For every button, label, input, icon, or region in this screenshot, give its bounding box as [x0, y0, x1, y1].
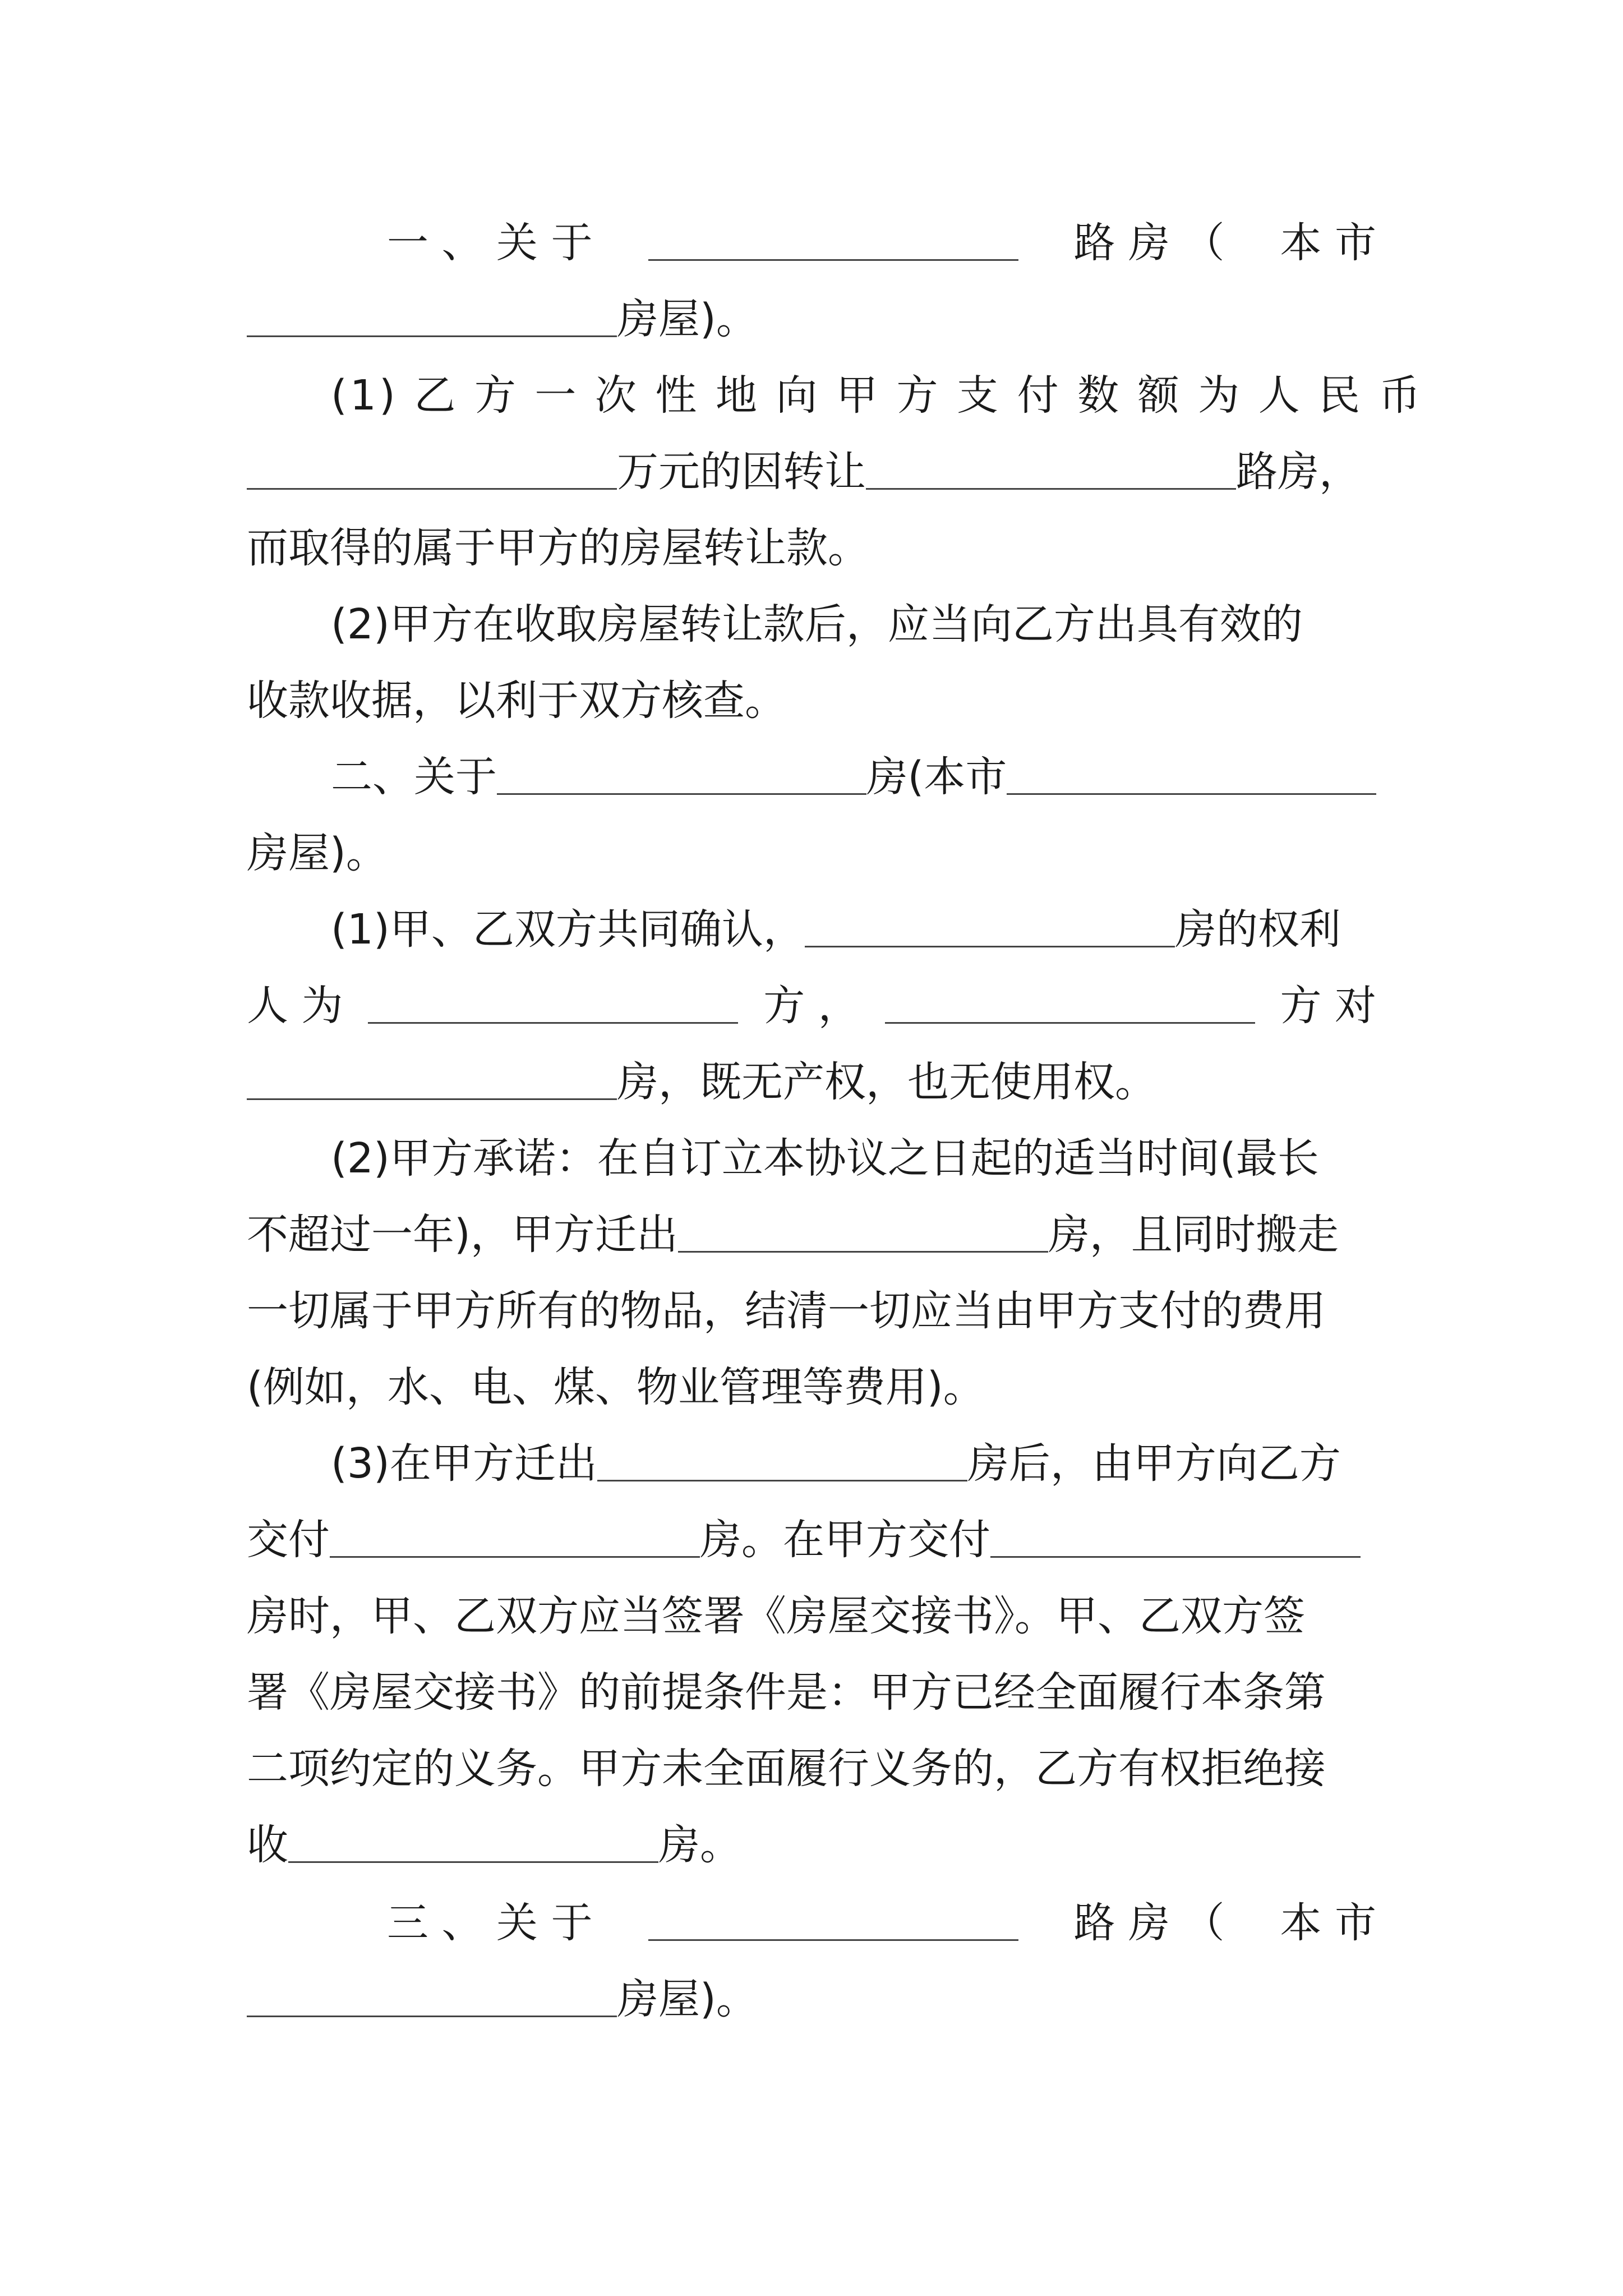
- section-2-item-1-b2: 方 ，: [763, 982, 860, 1030]
- section-2-item-2-cont: [247, 1207, 1376, 1263]
- section-1-item-1-mid: 万元的因转让: [617, 448, 866, 496]
- section-2-item-3-f-after: 房。: [658, 1821, 741, 1869]
- section-2-item-3-cont3: [247, 1664, 1376, 1720]
- section-1-title-cont: [247, 291, 1376, 347]
- blank-field[interactable]: [1007, 760, 1376, 795]
- section-1-title-suffix: 本 市: [1280, 219, 1376, 267]
- blank-field[interactable]: [288, 1828, 658, 1863]
- section-2-item-1-cont: [247, 978, 1376, 1034]
- section-2-item-2-text: (2)甲方承诺：在自订立本协议之日起的适当时间(最长: [331, 1134, 1319, 1182]
- section-2-item-1-last-text: 房，既无产权，也无使用权。: [617, 1058, 1156, 1106]
- blank-field[interactable]: [497, 760, 866, 795]
- section-2-item-1-after: 房的权利: [1174, 905, 1341, 954]
- section-1-item-1: [247, 367, 1423, 424]
- section-2-item-3-e: 二项约定的义务。甲方未全面履行义务的，乙方有权拒绝接: [247, 1745, 1326, 1793]
- blank-field[interactable]: [247, 302, 617, 337]
- section-2-item-3-c: 房时，甲、乙双方应当签署《房屋交接书》。甲、乙双方签: [247, 1592, 1305, 1640]
- section-2-item-3-cont4: [247, 1741, 1376, 1797]
- section-2-item-2: [247, 1130, 1376, 1186]
- section-1-item-1-after: 路房，: [1236, 448, 1361, 496]
- section-3-title: [247, 1895, 1376, 1951]
- section-2-title-mid: 房(本市: [866, 753, 1007, 801]
- section-2-item-2-cont3: [247, 1359, 1376, 1415]
- section-2-item-3-cont: [247, 1512, 1376, 1568]
- section-2-item-3-lead: (3)在甲方迁出: [331, 1439, 597, 1488]
- section-2-item-2-cont2: [247, 1283, 1376, 1339]
- blank-field[interactable]: [330, 1522, 700, 1558]
- section-3-title-cont: [247, 1971, 1376, 2027]
- section-1-title-mid: 路 房 （: [1073, 219, 1225, 267]
- section-2-item-3-b-mid: 房。在甲方交付: [700, 1516, 990, 1564]
- section-2-item-2-c: 一切属于甲方所有的物品，结清一切应当由甲方支付的费用: [247, 1287, 1326, 1335]
- section-3-title-end: 房屋)。: [617, 1975, 758, 2023]
- blank-field[interactable]: [247, 454, 617, 490]
- section-2-title-end: 房屋)。: [247, 829, 388, 877]
- blank-field[interactable]: [368, 988, 738, 1024]
- section-1-title-end: 房屋)。: [617, 295, 758, 343]
- section-2-item-1-b1: 人 为: [247, 982, 343, 1030]
- section-1-item-1-cont: [247, 444, 1376, 500]
- section-1-item-2-cont: [247, 673, 1376, 729]
- section-2-item-2-b-after: 房，且同时搬走: [1048, 1211, 1339, 1259]
- section-2-title-cont: [247, 825, 1376, 881]
- section-1-title: [247, 215, 1376, 271]
- section-1-item-2-cont-text: 收款收据，以利于双方核查。: [247, 677, 786, 725]
- section-2-item-1-lead: (1)甲、乙双方共同确认，: [331, 905, 805, 954]
- section-1-title-prefix: 一 、 关 于: [387, 219, 593, 267]
- section-1-item-1-lead: (1) 乙 方 一 次 性 地 向 甲 方 支 付 数 额 为 人 民 币: [331, 371, 1423, 420]
- section-2-item-3: [247, 1435, 1376, 1492]
- section-2-item-3-d: 署《房屋交接书》的前提条件是：甲方已经全面履行本条第: [247, 1668, 1326, 1717]
- section-3-title-prefix: 三 、 关 于: [387, 1899, 593, 1947]
- section-2-item-3-after: 房后，由甲方向乙方: [967, 1439, 1341, 1488]
- section-3-title-mid: 路 房 （: [1073, 1899, 1225, 1947]
- section-1-item-2-text: (2)甲方在收取房屋转让款后，应当向乙方出具有效的: [331, 600, 1303, 648]
- blank-field[interactable]: [866, 454, 1236, 490]
- section-2-item-3-b-lead: 交付: [247, 1516, 330, 1564]
- blank-field[interactable]: [805, 912, 1175, 947]
- section-1-item-1-last-text: 而取得的属于甲方的房屋转让款。: [247, 524, 869, 572]
- section-2-item-1-b3: 方 对: [1280, 982, 1376, 1030]
- section-2-title: [247, 749, 1376, 805]
- section-1-item-2: [247, 596, 1376, 652]
- blank-field[interactable]: [597, 1446, 967, 1481]
- section-2-item-3-f-lead: 收: [247, 1821, 288, 1869]
- blank-field[interactable]: [648, 1906, 1018, 1941]
- blank-field[interactable]: [678, 1217, 1048, 1253]
- blank-field[interactable]: [247, 1982, 617, 2017]
- section-3-title-suffix: 本 市: [1280, 1899, 1376, 1947]
- blank-field[interactable]: [990, 1522, 1361, 1558]
- blank-field[interactable]: [885, 988, 1255, 1024]
- section-2-title-prefix: 二、关于: [331, 753, 497, 801]
- section-2-item-2-b-lead: 不超过一年)，甲方迁出: [247, 1211, 678, 1259]
- blank-field[interactable]: [247, 1065, 617, 1100]
- blank-field[interactable]: [648, 226, 1018, 261]
- section-2-item-3-cont2: [247, 1588, 1376, 1644]
- section-2-item-1: [247, 901, 1376, 958]
- section-1-item-1-last: [247, 520, 1376, 576]
- section-2-item-3-cont5: [247, 1817, 1376, 1873]
- section-2-item-2-d: (例如，水、电、煤、物业管理等费用)。: [247, 1363, 985, 1411]
- section-2-item-1-last: [247, 1054, 1376, 1110]
